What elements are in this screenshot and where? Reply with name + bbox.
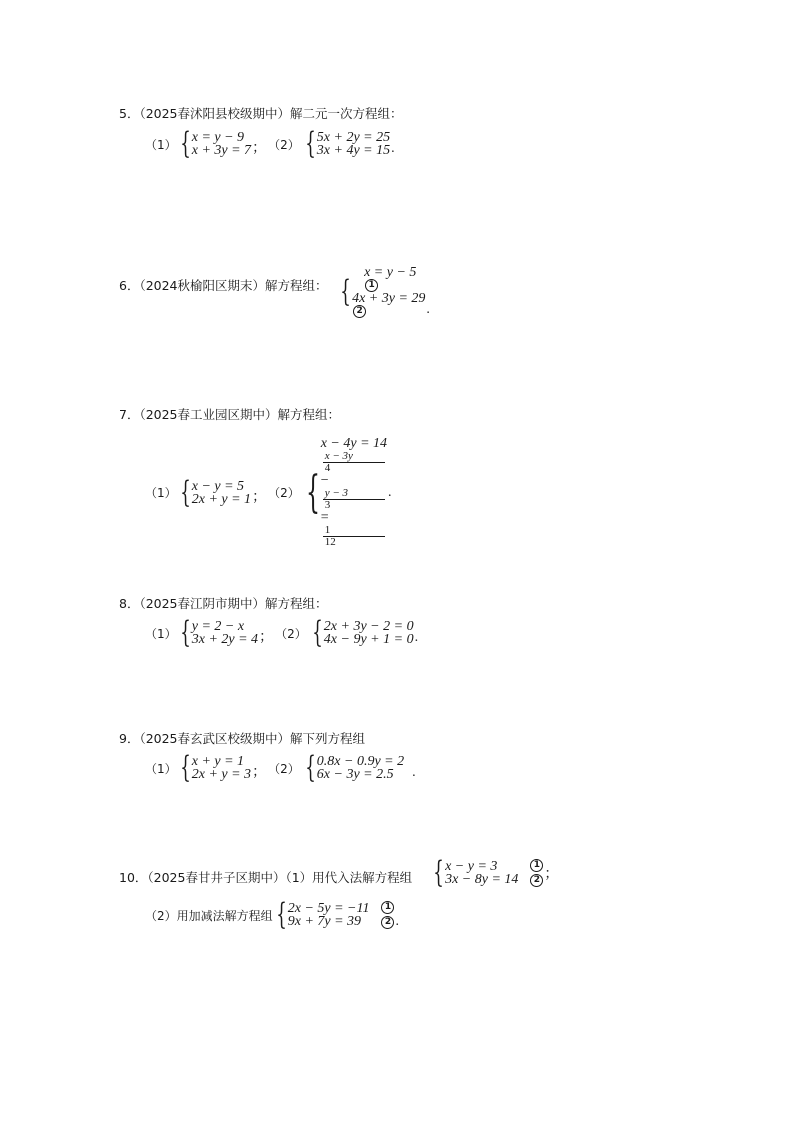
equation-system: [179, 474, 267, 510]
circled-number: 1: [365, 279, 378, 292]
part-label: （2）: [268, 137, 300, 152]
part-label: （1）: [145, 137, 177, 152]
equation-system: [179, 615, 274, 650]
left-brace: {: [304, 750, 316, 785]
punctuation: ；: [259, 630, 274, 645]
problem-5-part-1: [145, 126, 395, 161]
problem-10-part-1: [433, 855, 559, 890]
equation-system: [305, 437, 392, 548]
equation: 2x + y = 3: [191, 767, 252, 782]
equation: 9x + 7y = 39: [287, 914, 362, 929]
punctuation: .: [388, 484, 392, 500]
punctuation: ；: [252, 765, 267, 780]
equation-system: [179, 126, 267, 161]
left-brace: {: [179, 474, 191, 510]
circled-number: 1: [530, 859, 543, 872]
equation: x = y − 5: [364, 265, 417, 280]
left-brace: {: [179, 615, 191, 650]
fraction-equation: x − 3y 4 − y − 3 3 = 1 12: [321, 451, 387, 548]
equation-system: [340, 266, 430, 318]
punctuation: ；: [544, 867, 559, 882]
equation: x − 4y = 14: [320, 436, 388, 451]
part-label: （2）用加减法解方程组: [145, 908, 273, 923]
equation: 4x − 9y + 1 = 0: [323, 632, 414, 647]
fraction: 1 12: [323, 525, 385, 548]
punctuation: .: [426, 302, 430, 317]
equation: 4x + 3y = 29: [352, 291, 426, 306]
problem-7-parts: [145, 437, 392, 548]
part-label: （2）: [268, 761, 300, 776]
equation: 3x − 8y = 14: [445, 872, 519, 887]
fraction: y − 3 3: [323, 488, 385, 511]
circled-number: 1: [381, 901, 394, 914]
part-label: （1）: [145, 761, 177, 776]
equation: 3x + 2y = 4: [191, 632, 259, 647]
punctuation: .: [414, 630, 419, 645]
problem-6-heading: 6．（2024秋榆阳区期末）解方程组：: [119, 278, 328, 293]
problem-7-heading: 7．（2025春工业园区期中）解方程组：: [119, 407, 341, 422]
equation-system: [311, 615, 419, 650]
problem-9-parts: [145, 750, 416, 785]
equation: 2x + 3y − 2 = 0: [323, 619, 414, 634]
circled-number: 2: [353, 305, 366, 318]
problem-9-heading: 9．（2025春玄武区校级期中）解下列方程组: [119, 731, 366, 746]
problem-10-part-2: [145, 897, 399, 932]
part-label: （1）: [145, 626, 177, 641]
fraction: x − 3y 4: [323, 451, 385, 474]
equation: x − y = 3: [445, 859, 498, 874]
punctuation: .: [412, 765, 416, 780]
punctuation: ；: [252, 141, 267, 156]
punctuation: ；: [252, 489, 267, 505]
left-brace: {: [311, 615, 323, 650]
equation: x + y = 1: [191, 754, 245, 769]
equation: 0.8x − 0.9y = 2: [316, 754, 405, 769]
equation: x − y = 5: [191, 478, 245, 494]
problem-6-system: [340, 266, 430, 318]
equation: y = 2 − x: [191, 619, 245, 634]
problem-10-heading: 10．（2025春甘井子区期中）（1）用代入法解方程组: [119, 870, 413, 885]
equation: 2x + y = 1: [191, 491, 252, 507]
equation-system: [304, 126, 395, 161]
problem-8-heading: 8．（2025春江阴市期中）解方程组：: [119, 596, 328, 611]
equation: 6x − 3y = 2.5: [316, 767, 394, 782]
punctuation: .: [391, 141, 395, 156]
equation-system: [433, 855, 559, 890]
equation: x + 3y = 7: [191, 143, 252, 158]
part-label: （2）: [268, 486, 300, 500]
left-brace: {: [179, 126, 191, 161]
equation: 3x + 4y = 15: [316, 143, 391, 158]
equation: 5x + 2y = 25: [316, 130, 391, 145]
circled-number: 2: [530, 874, 543, 887]
left-brace: {: [275, 897, 287, 932]
problem-8-parts: [145, 615, 419, 650]
left-brace: {: [340, 274, 351, 309]
left-brace: {: [433, 855, 444, 890]
equation: 2x − 5y = −11: [287, 901, 370, 916]
equation: x = y − 9: [191, 130, 245, 145]
left-brace: {: [179, 750, 191, 785]
part-label: （1）: [145, 486, 177, 500]
equation-system: [179, 750, 267, 785]
left-brace: {: [304, 126, 316, 161]
equation-system: [275, 897, 399, 932]
equation-system: [304, 750, 416, 785]
problem-5-heading: 5．（2025春沭阳县校级期中）解二元一次方程组：: [119, 106, 403, 121]
left-brace: {: [305, 466, 320, 518]
circled-number: 2: [381, 916, 394, 929]
punctuation: .: [395, 914, 399, 929]
part-label: （2）: [275, 626, 307, 641]
